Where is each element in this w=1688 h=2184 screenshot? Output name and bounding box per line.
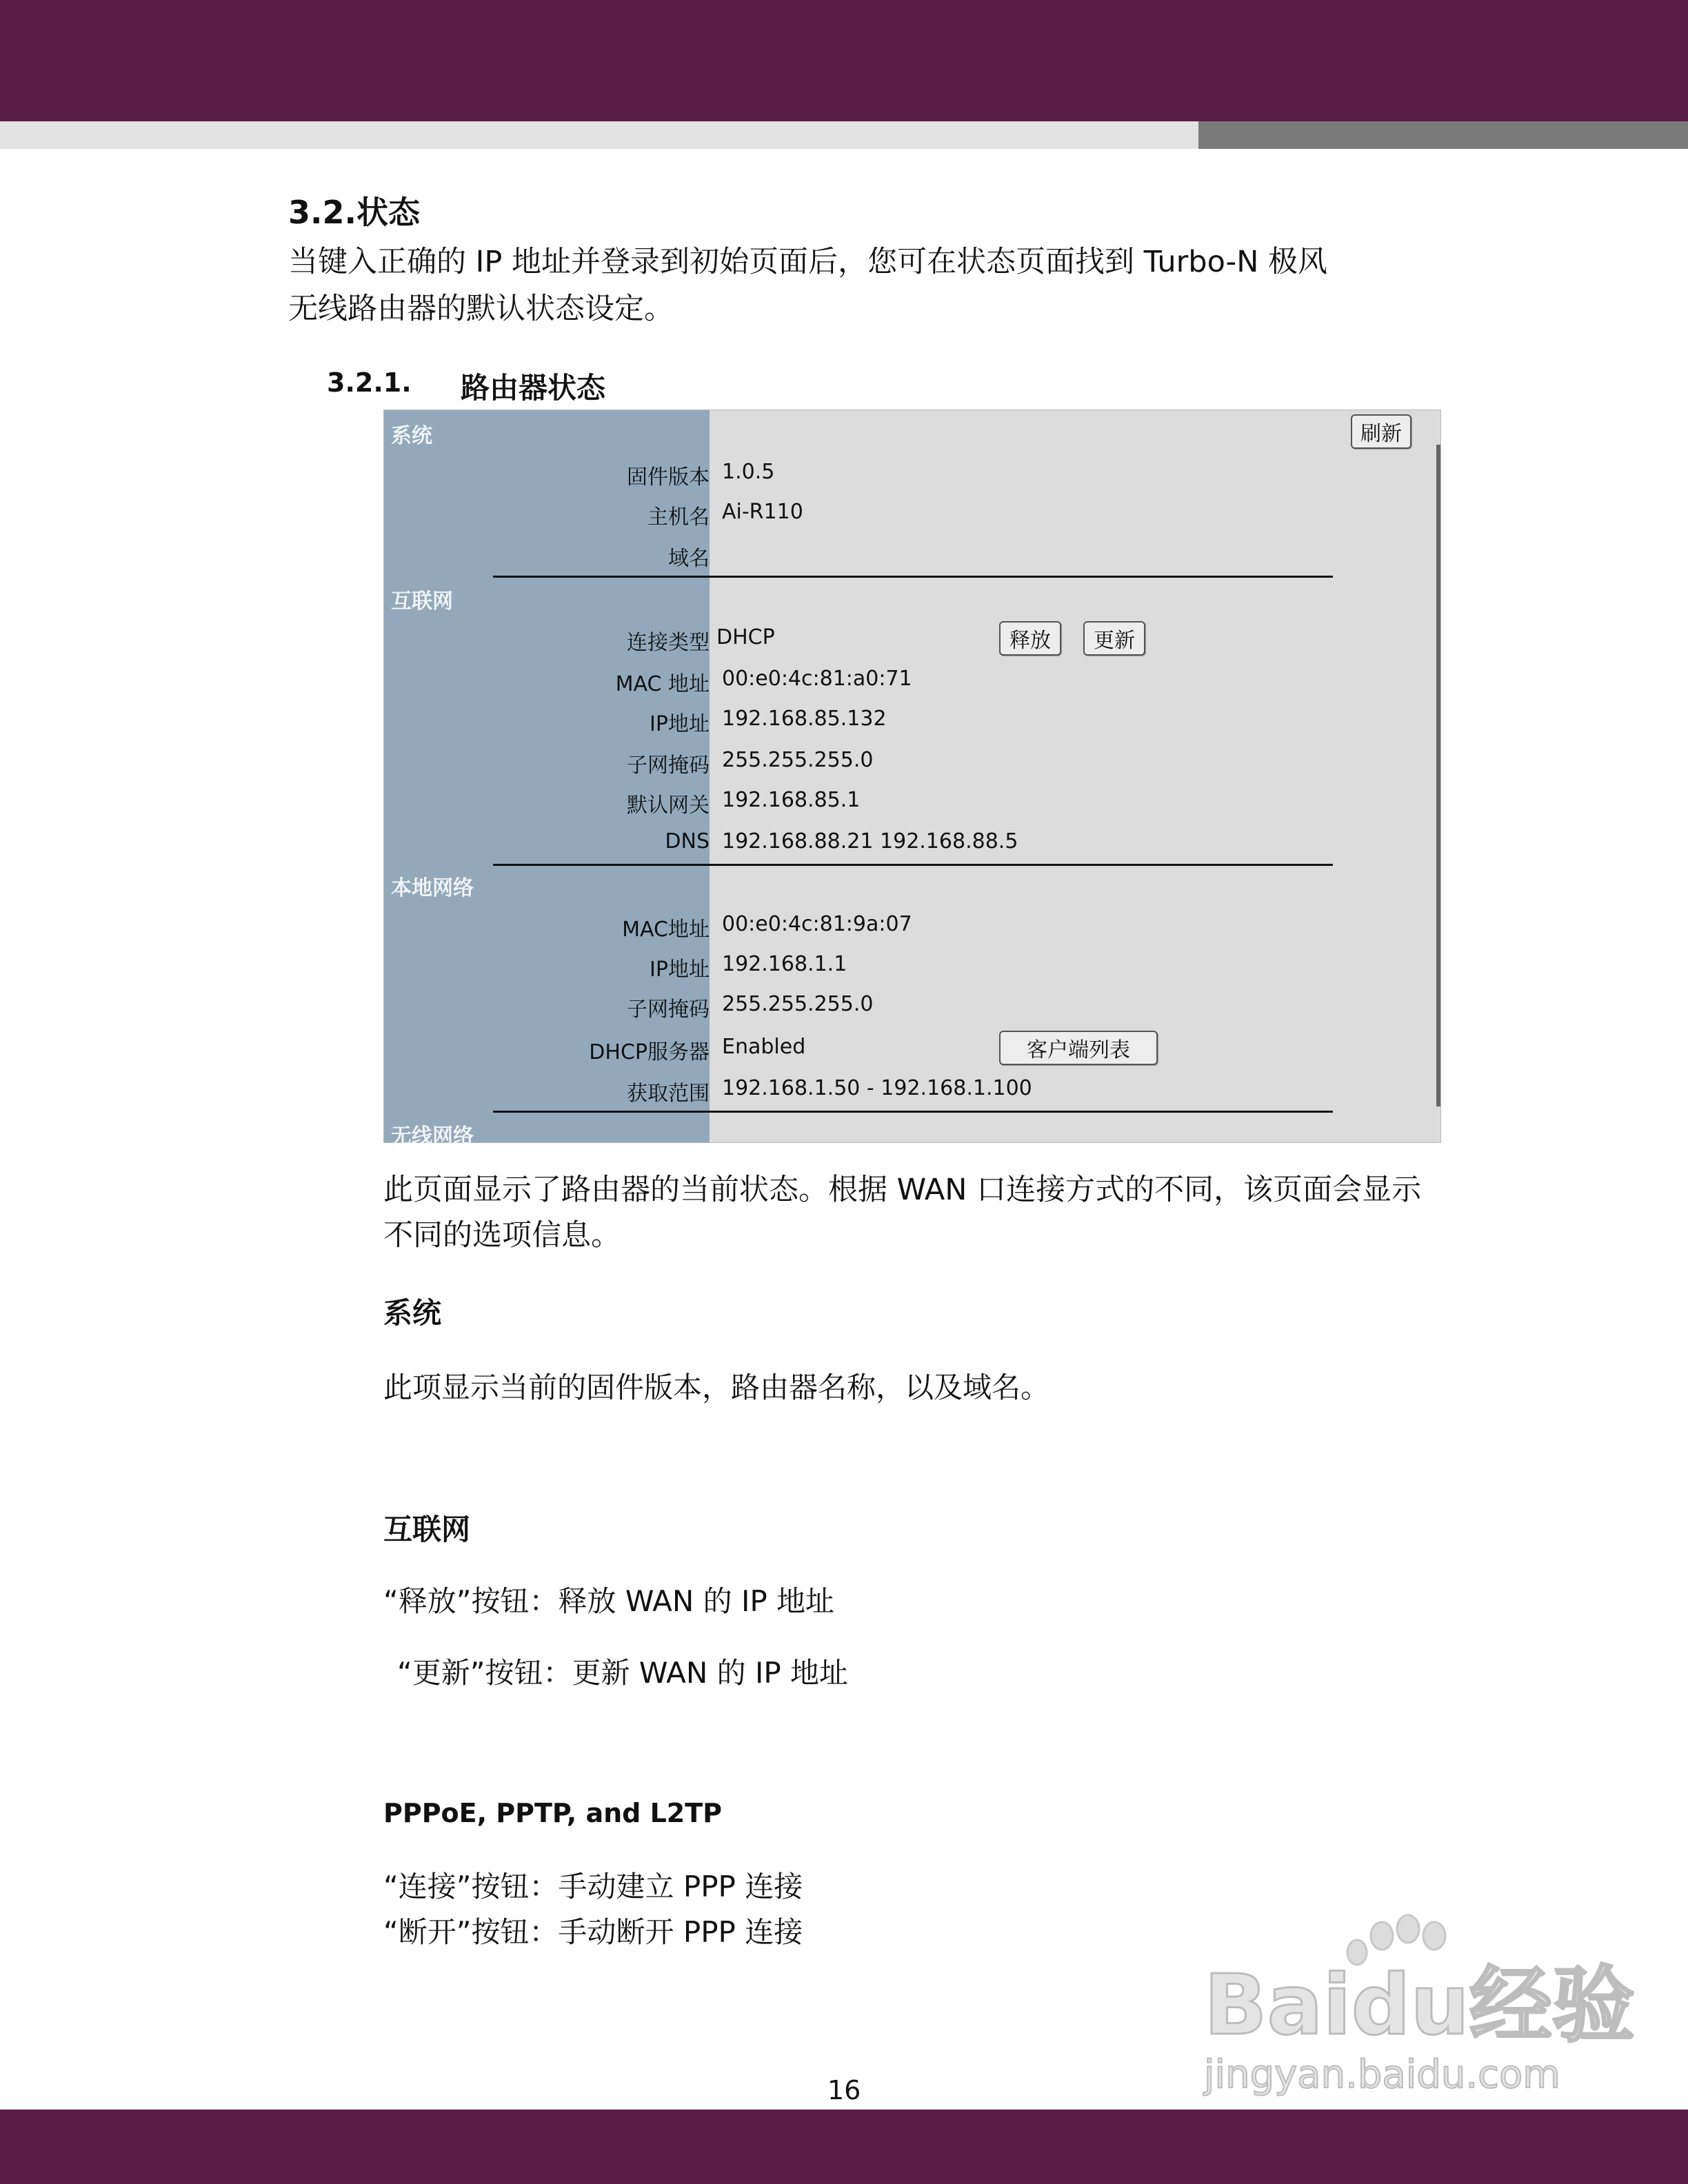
disconnect-desc: “断开”按钮：手动断开 PPP 连接: [383, 1915, 803, 1949]
lan-mask-label: 子网掩码: [627, 998, 710, 1022]
paw-logo-icon: [1197, 1917, 1635, 2103]
dhcp-server-value: Enabled: [722, 1035, 806, 1059]
wan-ip-label: IP地址: [650, 712, 710, 736]
hostname-value: Ai-R110: [722, 500, 803, 524]
release-desc: “释放”按钮：释放 WAN 的 IP 地址: [383, 1584, 835, 1618]
desc-line-2: 不同的选项信息。: [383, 1218, 621, 1253]
lan-mask-value: 255.255.255.0: [722, 992, 874, 1016]
hostname-label: 主机名: [647, 505, 710, 529]
section-wireless: 无线网络: [391, 1124, 474, 1149]
baidu-watermark: [1197, 1917, 1635, 2103]
ppp-heading: PPPoE, PPTP, and L2TP: [383, 1798, 722, 1828]
dhcp-range-label: 获取范围: [627, 1082, 710, 1106]
scrollbar-edge: [1436, 445, 1440, 1106]
gateway-value: 192.168.85.1: [722, 788, 861, 812]
separator: [493, 576, 1333, 578]
watermark-brand: Baidu经验: [1204, 1958, 1635, 2054]
wan-mac-value: 00:e0:4c:81:a0:71: [722, 667, 912, 691]
firmware-label: 固件版本: [627, 465, 710, 489]
dns-value: 192.168.88.21 192.168.88.5: [722, 829, 1018, 853]
renew-button[interactable]: 更新: [1083, 621, 1145, 656]
release-button[interactable]: 释放: [999, 621, 1061, 656]
subsection-title: 路由器状态: [461, 371, 606, 405]
lan-ip-value: 192.168.1.1: [722, 952, 847, 976]
watermark-url: jingyan.baidu.com: [1204, 2052, 1560, 2097]
router-status-screenshot: [383, 410, 1441, 1149]
domain-label: 域名: [668, 547, 710, 571]
page-number: 16: [827, 2075, 861, 2105]
wan-mac-label: MAC 地址: [615, 672, 710, 696]
system-heading: 系统: [383, 1296, 442, 1330]
conn-type-label: 连接类型: [627, 631, 710, 655]
separator: [493, 1111, 1333, 1113]
section-system: 系统: [391, 424, 432, 448]
section-internet: 互联网: [391, 589, 453, 614]
intro-line-1: 当键入正确的 IP 地址并登录到初始页面后，您可在状态页面找到 Turbo-N 极风: [288, 245, 1328, 279]
wan-mask-label: 子网掩码: [627, 754, 710, 778]
footer-band: [0, 2110, 1688, 2184]
dhcp-server-label: DHCP服务器: [589, 1040, 710, 1064]
renew-desc: “更新”按钮：更新 WAN 的 IP 地址: [397, 1656, 849, 1690]
lan-ip-label: IP地址: [650, 958, 710, 982]
conn-type-value: DHCP: [716, 625, 775, 649]
section-lan: 本地网络: [391, 876, 474, 900]
desc-line-1: 此页面显示了路由器的当前状态。根据 WAN 口连接方式的不同，该页面会显示: [383, 1173, 1422, 1207]
system-desc: 此项显示当前的固件版本，路由器名称，以及域名。: [383, 1371, 1050, 1404]
intro-line-2: 无线路由器的默认状态设定。: [288, 292, 674, 326]
wan-ip-value: 192.168.85.132: [722, 707, 887, 731]
refresh-button[interactable]: 刷新: [1351, 414, 1411, 449]
dhcp-range-value: 192.168.1.50 - 192.168.1.100: [722, 1076, 1032, 1100]
client-list-button[interactable]: 客户端列表: [999, 1031, 1158, 1065]
lan-mac-label: MAC地址: [622, 918, 710, 942]
header-rule: [0, 121, 1198, 149]
internet-heading: 互联网: [383, 1513, 471, 1546]
connect-desc: “连接”按钮：手动建立 PPP 连接: [383, 1870, 803, 1903]
header-rule-accent: [1198, 121, 1688, 149]
section-title: 3.2.状态: [288, 194, 420, 231]
dns-label: DNS: [665, 829, 710, 853]
header-band: [0, 0, 1688, 121]
subsection-number: 3.2.1.: [327, 367, 412, 398]
gateway-label: 默认网关: [627, 793, 710, 818]
separator: [493, 864, 1333, 866]
firmware-value: 1.0.5: [722, 460, 775, 484]
wan-mask-value: 255.255.255.0: [722, 748, 874, 772]
lan-mac-value: 00:e0:4c:81:9a:07: [722, 912, 912, 936]
